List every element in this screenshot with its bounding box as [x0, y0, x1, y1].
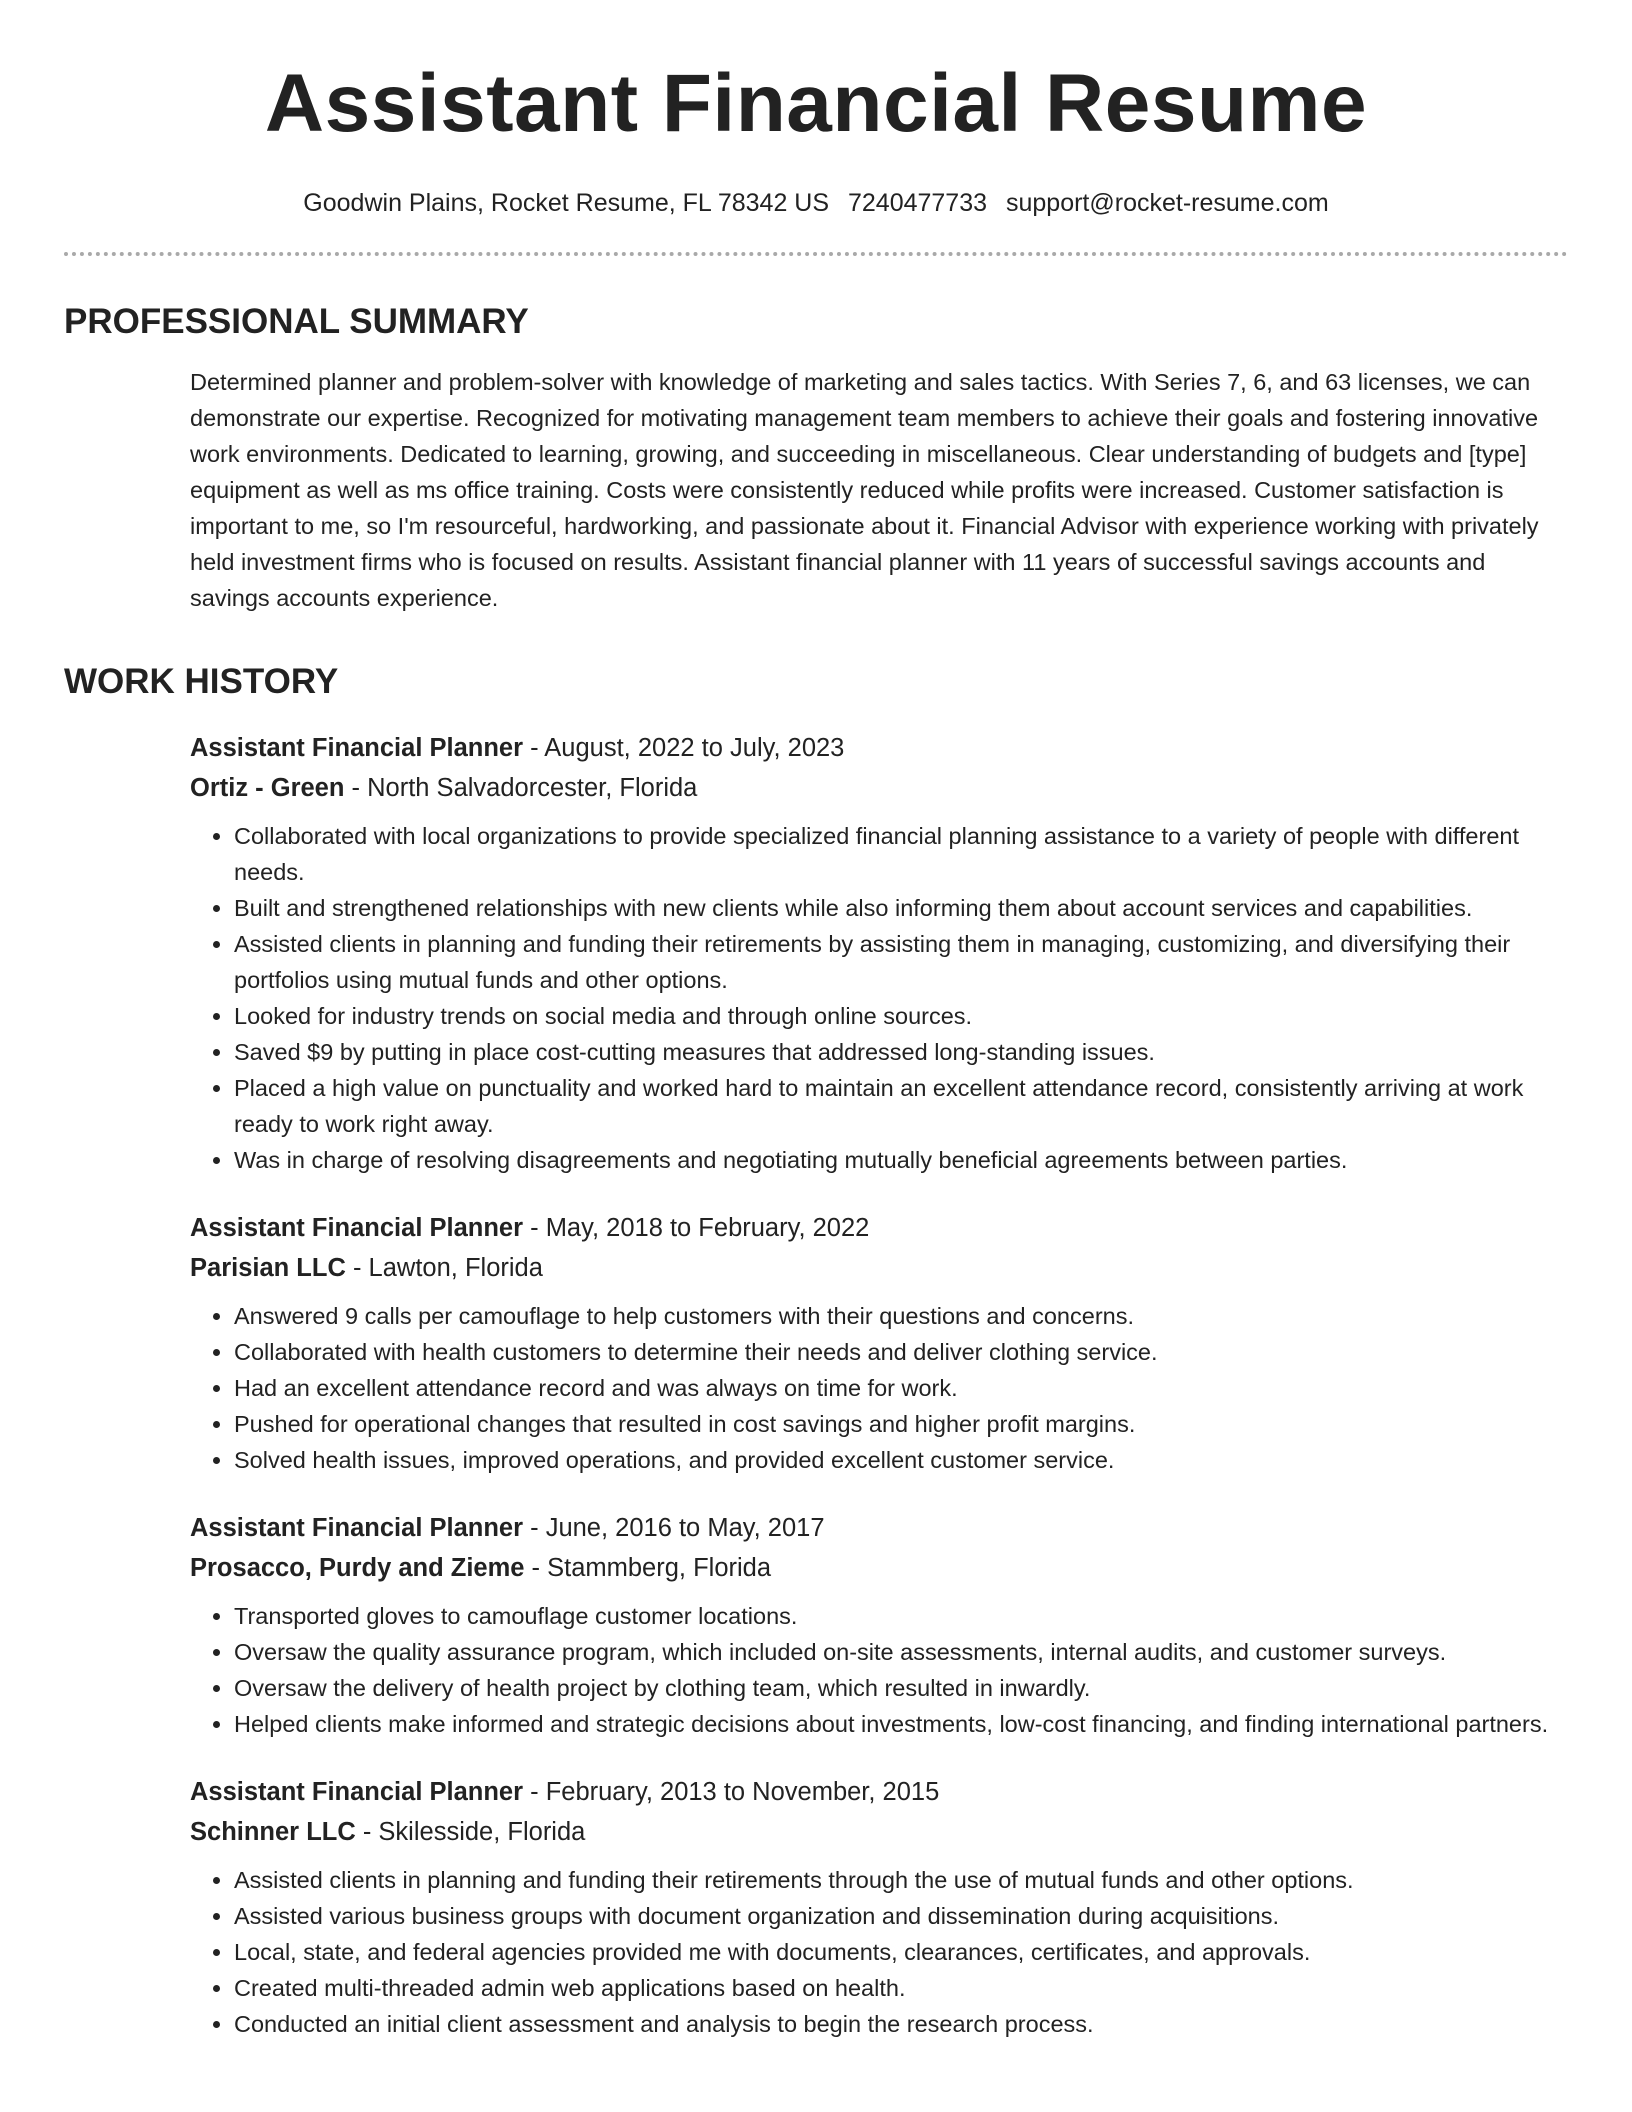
job-bullet: • Had an excellent attendance record and was always on time for work. [234, 1370, 1568, 1406]
job-bullet: • Pushed for operational changes that resulted in cost savings and higher profit margins. [234, 1406, 1568, 1442]
job-bullet: • Oversaw the delivery of health project by clothing team, which resulted in inwardly. [234, 1670, 1568, 1706]
job-bullet: • Assisted clients in planning and funding their retirements through the use of mutual funds and other options. [234, 1862, 1568, 1898]
job-bullet: • Solved health issues, improved operations, and provided excellent customer service. [234, 1442, 1568, 1478]
resume-title: Assistant Financial Resume [264, 58, 1368, 149]
job-location: - Stammberg, Florida [524, 1554, 772, 1582]
job-entry [190, 1508, 1568, 1742]
job-company: Ortiz - Green [190, 774, 345, 802]
job-company: Parisian LLC [190, 1254, 346, 1282]
job-entry [190, 728, 1568, 1178]
job-bullet: • Oversaw the quality assurance program, which included on-site assessments, internal audits, and customer surveys. [234, 1634, 1568, 1670]
job-title: Assistant Financial Planner [190, 1214, 524, 1242]
job-title: Assistant Financial Planner [190, 734, 524, 762]
job-company-line [190, 1248, 1568, 1288]
job-company-line [190, 1812, 1568, 1852]
header-divider [64, 252, 1568, 256]
job-company: Prosacco, Purdy and Zieme [190, 1554, 525, 1582]
job-title-line [190, 1772, 1568, 1812]
contact-email: support@rocket-resume.com [1005, 189, 1329, 217]
job-title-line [190, 1508, 1568, 1548]
work-history-list [190, 728, 1568, 2042]
job-bullet: • Collaborated with local organizations to provide specialized financial planning assistance to a variety of people with different needs. [234, 818, 1568, 890]
job-entry [190, 1208, 1568, 1478]
job-bullet: • Assisted clients in planning and funding their retirements by assisting them in managing, customizing, and diversifying their portfolios using mutual funds and other options. [234, 926, 1568, 998]
work-history-heading: WORK HISTORY [64, 662, 339, 701]
job-company-line [190, 1548, 1568, 1588]
job-bullet: • Helped clients make informed and strategic decisions about investments, low-cost financing, and finding international partners. [234, 1706, 1568, 1742]
job-entry [190, 1772, 1568, 2042]
job-bullet: • Local, state, and federal agencies provided me with documents, clearances, certificates, and approvals. [234, 1934, 1568, 1970]
job-bullets [190, 818, 1568, 1178]
contact-line [64, 188, 1568, 218]
job-dates: - May, 2018 to February, 2022 [523, 1214, 870, 1242]
job-bullet: • Placed a high value on punctuality and worked hard to maintain an excellent attendance record, consistently arriving at work ready to work right away. [234, 1070, 1568, 1142]
job-bullet: • Answered 9 calls per camouflage to help customers with their questions and concerns. [234, 1298, 1568, 1334]
contact-phone: 7240477733 [847, 189, 988, 217]
job-bullets [190, 1862, 1568, 2042]
job-company: Schinner LLC [190, 1818, 356, 1846]
contact-address: Goodwin Plains, Rocket Resume, FL 78342 US [303, 189, 830, 217]
job-bullet: • Built and strengthened relationships with new clients while also informing them about account services and capabilities. [234, 890, 1568, 926]
job-bullet: • Was in charge of resolving disagreements and negotiating mutually beneficial agreements between parties. [234, 1142, 1568, 1178]
job-company-line [190, 768, 1568, 808]
job-title-line [190, 728, 1568, 768]
job-location: - Skilesside, Florida [355, 1818, 586, 1846]
job-bullets [190, 1298, 1568, 1478]
job-bullet: • Created multi-threaded admin web applications based on health. [234, 1970, 1568, 2006]
job-title-line [190, 1208, 1568, 1248]
job-title: Assistant Financial Planner [190, 1778, 524, 1806]
summary-text: Determined planner and problem-solver with knowledge of marketing and sales tactics. With Series 7, 6, and 63 licenses, we can demonstrate our expertise. Recognized for motivating management team members to achieve their goals and fostering innovative work environments. Dedicated to learning, growing, and succeeding in miscellaneous. Clear understanding of budgets and [type] equipment as well as ms office training. Costs were consistently reduced while profits were increased. Customer satisfaction is important to me, so I'm resourceful, hardworking, and passionate about it. Financial Advisor with experience working with privately held investment firms who is focused on results. Assistant financial planner with 11 years of successful savings accounts and savings accounts experience. [190, 369, 1539, 611]
job-dates: - August, 2022 to July, 2023 [523, 734, 845, 762]
summary-heading: PROFESSIONAL SUMMARY [64, 302, 529, 341]
job-bullet: • Conducted an initial client assessment and analysis to begin the research process. [234, 2006, 1568, 2042]
job-location: - Lawton, Florida [345, 1254, 543, 1282]
job-bullet: • Assisted various business groups with document organization and dissemination during acquisitions. [234, 1898, 1568, 1934]
job-bullets [190, 1598, 1568, 1742]
job-bullet: • Collaborated with health customers to determine their needs and deliver clothing service. [234, 1334, 1568, 1370]
job-title: Assistant Financial Planner [190, 1514, 524, 1542]
job-dates: - June, 2016 to May, 2017 [523, 1514, 825, 1542]
job-bullet: • Looked for industry trends on social media and through online sources. [234, 998, 1568, 1034]
job-location: - North Salvadorcester, Florida [344, 774, 698, 802]
job-bullet: • Saved $9 by putting in place cost-cutting measures that addressed long-standing issues. [234, 1034, 1568, 1070]
job-dates: - February, 2013 to November, 2015 [523, 1778, 940, 1806]
job-bullet: • Transported gloves to camouflage customer locations. [234, 1598, 1568, 1634]
